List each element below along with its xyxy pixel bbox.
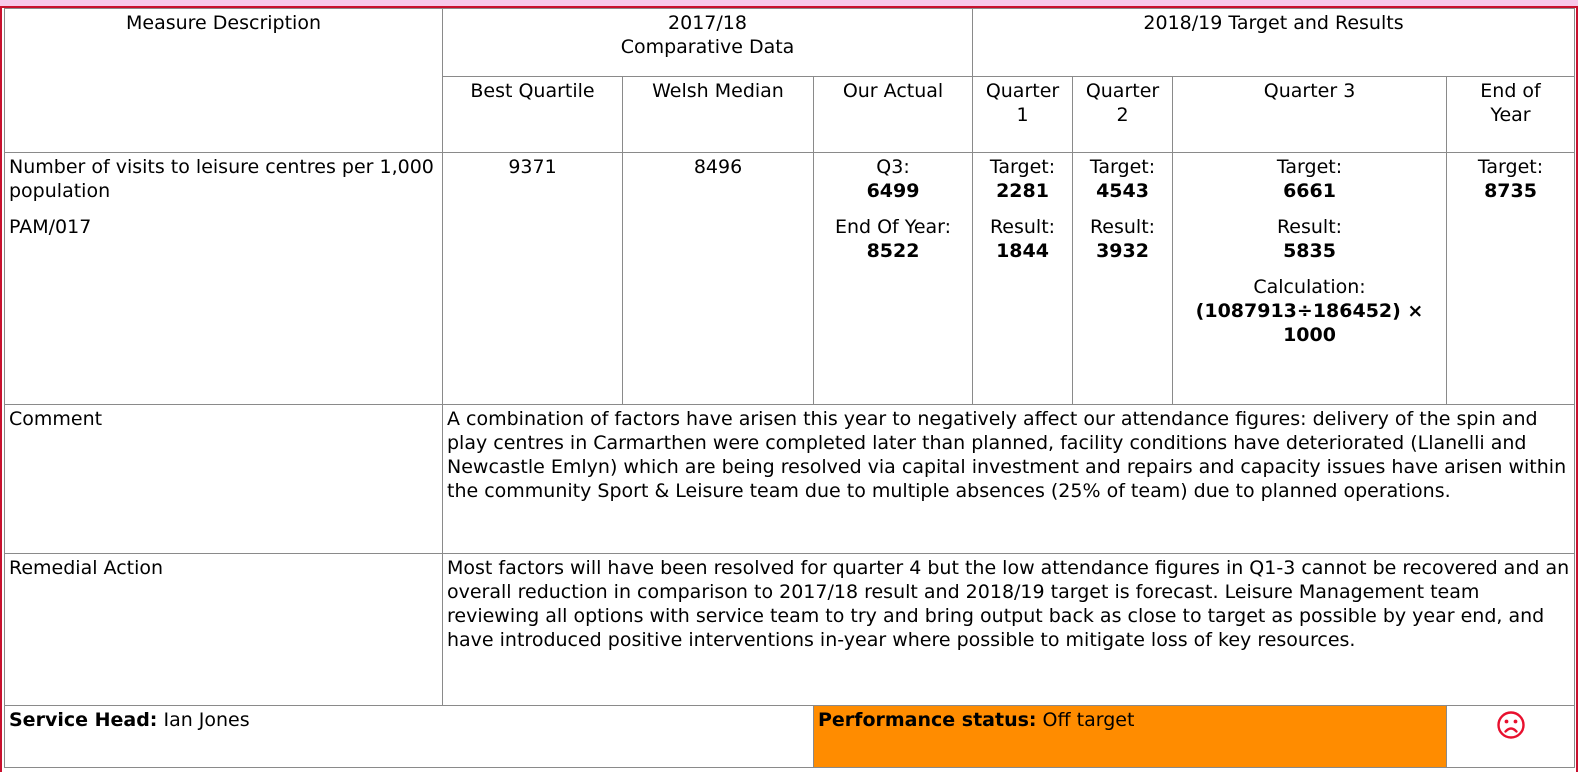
measure-row [5,153,1575,405]
footer-row [5,706,1575,768]
comment-text-content: A combination of factors have arisen this year to negatively affect our attendance figures: delivery of the spin and play centres in Carmarthen were completed later than planned, facility conditions have deteriorated (Llanelli and Newcastle Emlyn) which are being resolved via capital investment and repairs and capacity issues have arisen within the community Sport & Leisure team due to multiple absences (25% of team) due to planned operations. [447,408,1567,502]
eoy-target-value: 8735 [1484,180,1537,202]
measure-description: Number of visits to leisure centres per 1,000 population [9,156,434,202]
remedial-row [5,554,1575,706]
quarter-1-header-line2: 1 [1016,104,1029,126]
remedial-label [5,554,443,706]
welsh-median-header [623,77,814,153]
top-banner [0,0,1578,8]
measure-table [4,8,1575,768]
q2-result-value: 3932 [1096,240,1149,262]
remedial-text-content: Most factors will have been resolved for quarter 4 but the low attendance figures in Q1-3 cannot be recovered and an overall reduction in comparison to 2017/18 result and 2018/19 target is forecast. Leisure Management team reviewing all options with service team to try and bring output back as close to target as possible by year end, and have introduced positive interventions in-year where possible to mitigate loss of key resources. [447,557,1570,651]
service-head-cell [5,706,814,768]
status-icon-cell [1447,706,1575,768]
welsh-median-header-text: Welsh Median [652,80,784,102]
spacer [977,203,1068,215]
header-row-1 [5,9,1575,77]
end-of-year-header-line2: Year [1490,104,1531,126]
spacer [818,203,968,215]
q1-target-value: 2281 [996,180,1049,202]
eoy-target-label: Target: [1477,156,1544,178]
q3-result-label: Result: [1276,216,1343,238]
q2-result-label: Result: [1089,216,1156,238]
measure-code: PAM/017 [9,216,92,238]
q3-target-label: Target: [1276,156,1343,178]
our-actual-cell [814,153,973,405]
quarter-2-header [1073,77,1173,153]
performance-status-value: Off target [1036,709,1135,731]
our-actual-header-text: Our Actual [842,80,944,102]
spacer [1077,203,1168,215]
quarter-3-header [1173,77,1447,153]
q2-target-label: Target: [1089,156,1156,178]
best-quartile-header [443,77,623,153]
quarter-2-header-line2: 2 [1116,104,1129,126]
quarter-2-header-line1: Quarter [1085,80,1160,102]
quarter-1-cell [973,153,1073,405]
actual-q3-value: 6499 [866,180,920,202]
quarter-1-header-line1: Quarter [985,80,1060,102]
actual-eoy-value: 8522 [866,240,920,262]
quarter-3-header-text: Quarter 3 [1263,80,1356,102]
measure-description-header-text: Measure Description [125,12,321,34]
target-results-header [973,9,1575,77]
welsh-median-value-text: 8496 [693,156,743,178]
measure-description-cell [5,153,443,405]
comparative-year: 2017/18 [668,12,747,34]
measure-description-header [5,9,443,153]
quarter-2-cell [1073,153,1173,405]
quarter-3-cell [1173,153,1447,405]
comment-text [443,405,1575,554]
q1-result-value: 1844 [996,240,1049,262]
spacer [9,203,438,215]
end-of-year-cell [1447,153,1575,405]
quarter-1-header [973,77,1073,153]
target-results-text: 2018/19 Target and Results [1143,12,1404,34]
q2-target-value: 4543 [1096,180,1149,202]
actual-q3-label: Q3: [876,156,910,178]
remedial-text [443,554,1575,706]
remedial-label-text: Remedial Action [9,557,164,579]
comparative-data-header [443,9,973,77]
best-quartile-value [443,153,623,405]
q3-calc-line2: 1000 [1283,324,1336,346]
comment-row [5,405,1575,554]
best-quartile-header-text: Best Quartile [470,80,595,102]
service-head-label: Service Head: [9,709,158,731]
comment-label [5,405,443,554]
best-quartile-value-text: 9371 [508,156,557,178]
q3-result-value: 5835 [1283,240,1336,262]
sad-face-icon [1496,710,1526,740]
performance-status-cell [814,706,1447,768]
comment-label-text: Comment [9,408,103,430]
performance-status-label: Performance status: [818,709,1037,731]
service-head-name: Ian Jones [157,709,250,731]
spacer [1177,263,1442,275]
actual-eoy-label: End Of Year: [834,216,952,238]
q3-target-value: 6661 [1283,180,1336,202]
q1-result-label: Result: [989,216,1056,238]
our-actual-header [814,77,973,153]
spacer [1177,203,1442,215]
q3-calc-label: Calculation: [1253,276,1366,298]
end-of-year-header [1447,77,1575,153]
q3-calc-line1: (1087913÷186452) × [1195,300,1424,322]
welsh-median-value [623,153,814,405]
comparative-label: Comparative Data [620,36,795,58]
end-of-year-header-line1: End of [1480,80,1541,102]
q1-target-label: Target: [989,156,1056,178]
